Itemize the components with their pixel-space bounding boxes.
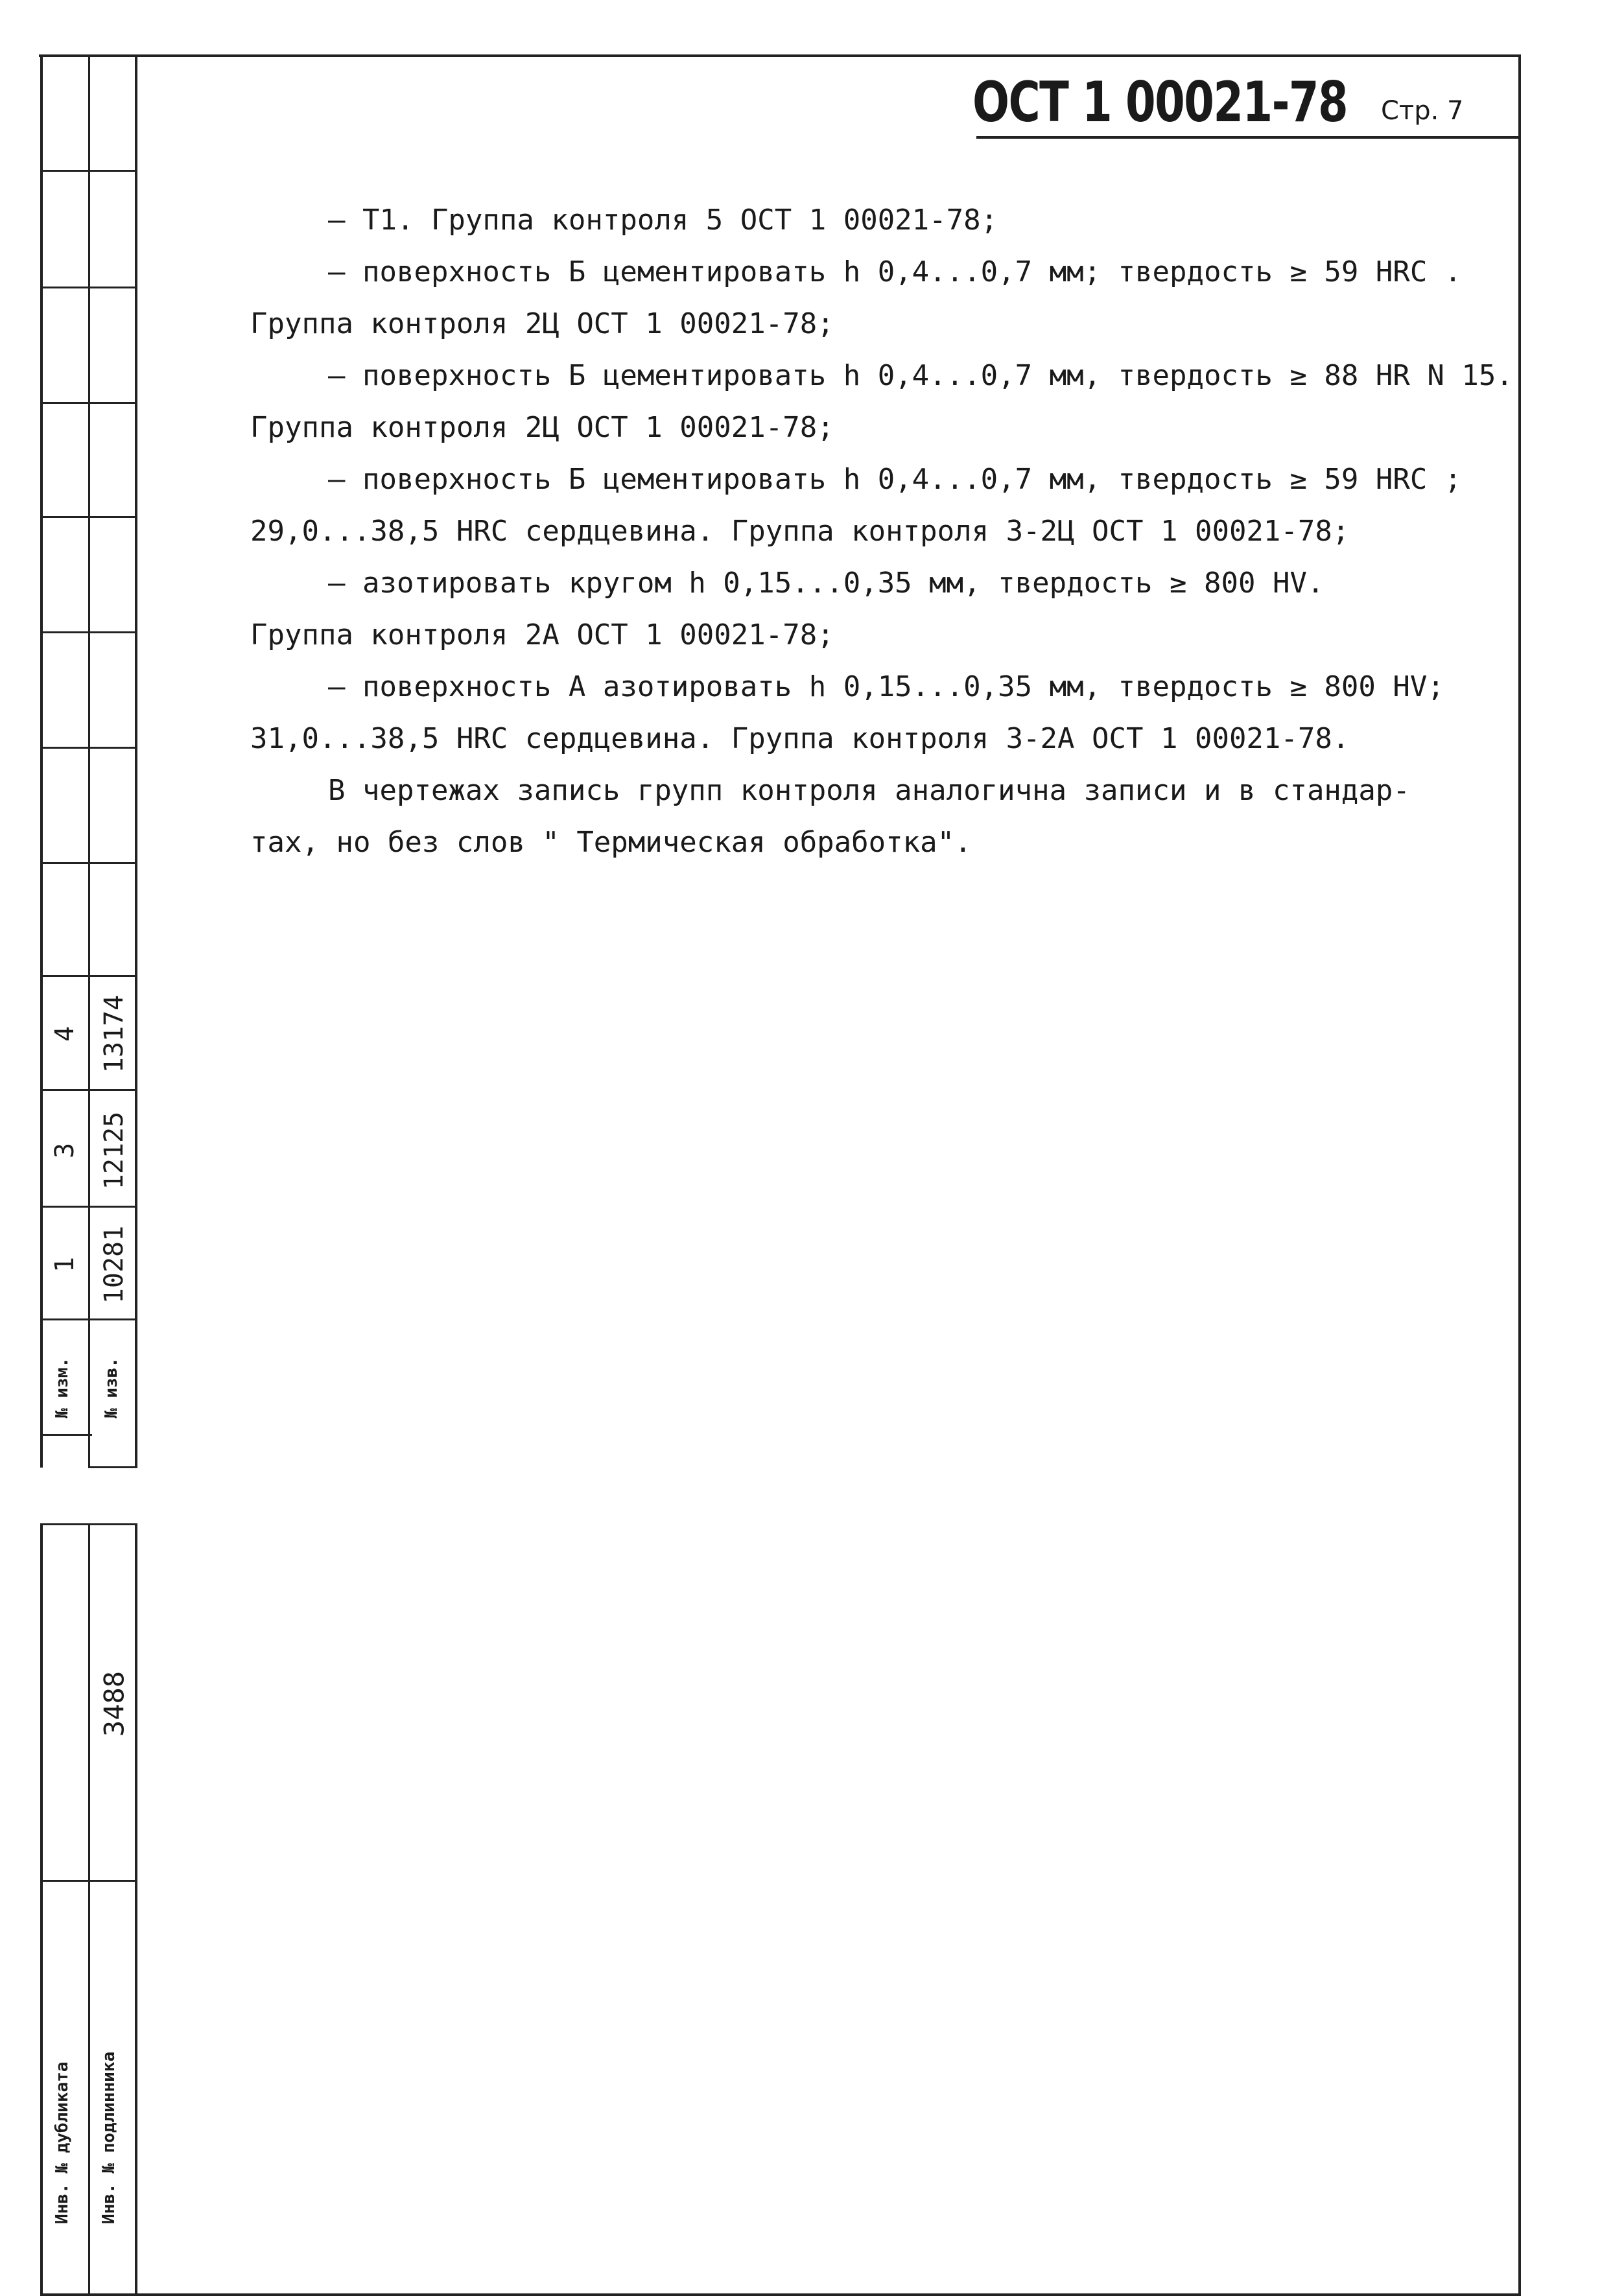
body-line: – поверхность Б цементировать h 0,4...0,7 мм, твердость ≥ 88 HR N 15. [328,359,1513,392]
header-rule [976,136,1521,139]
duplicate-inv-label: Инв. № дубликата [53,2061,72,2224]
page-number: Стр. 7 [1381,96,1464,126]
frame-top-border [39,54,1521,57]
rev-izm-4: 4 [50,1025,80,1042]
body-line: – Т1. Группа контроля 5 ОСТ 1 00021-78; [328,204,998,237]
body-line: – азотировать кругом h 0,15...0,35 мм, твердость ≥ 800 HV. [328,567,1325,600]
body-line: Группа контроля 2Ц ОСТ 1 00021-78; [250,307,834,340]
rev-izv-label: № изв. [102,1357,121,1418]
body-line: 31,0...38,5 HRC сердцевина. Группа контроля 3-2А ОСТ 1 00021-78. [250,722,1350,755]
body-line: – поверхность Б цементировать h 0,4...0,7 мм, твердость ≥ 59 HRC ; [328,463,1462,496]
body-line: тах, но без слов " Термическая обработка". [250,826,972,859]
original-number: 3488 [98,1670,130,1737]
rev-izm-1: 1 [50,1256,80,1273]
rev-izv-1: 10281 [99,1225,129,1304]
body-line: – поверхность А азотировать h 0,15...0,35 мм, твердость ≥ 800 HV; [328,670,1444,703]
document-id: ОСТ 1 00021-78 [972,70,1348,135]
rev-izm-label: № изм. [53,1357,72,1418]
frame-bottom-border [40,2293,1521,2296]
original-inv-label: Инв. № подлинника [99,2051,119,2224]
body-line: 29,0...38,5 HRC сердцевина. Группа контроля 3-2Ц ОСТ 1 00021-78; [250,515,1350,548]
body-line: Группа контроля 2Ц ОСТ 1 00021-78; [250,411,834,444]
rev-izv-3: 12125 [99,1111,129,1190]
frame-right-border [1518,54,1521,2295]
body-line: В чертежах запись групп контроля аналогична записи и в стандар- [328,774,1410,807]
body-line: Группа контроля 2А ОСТ 1 00021-78; [250,618,834,651]
body-line: – поверхность Б цементировать h 0,4...0,7 мм; твердость ≥ 59 HRC . [328,255,1462,288]
rev-izv-4: 13174 [99,994,129,1073]
rev-izm-3: 3 [50,1142,80,1159]
